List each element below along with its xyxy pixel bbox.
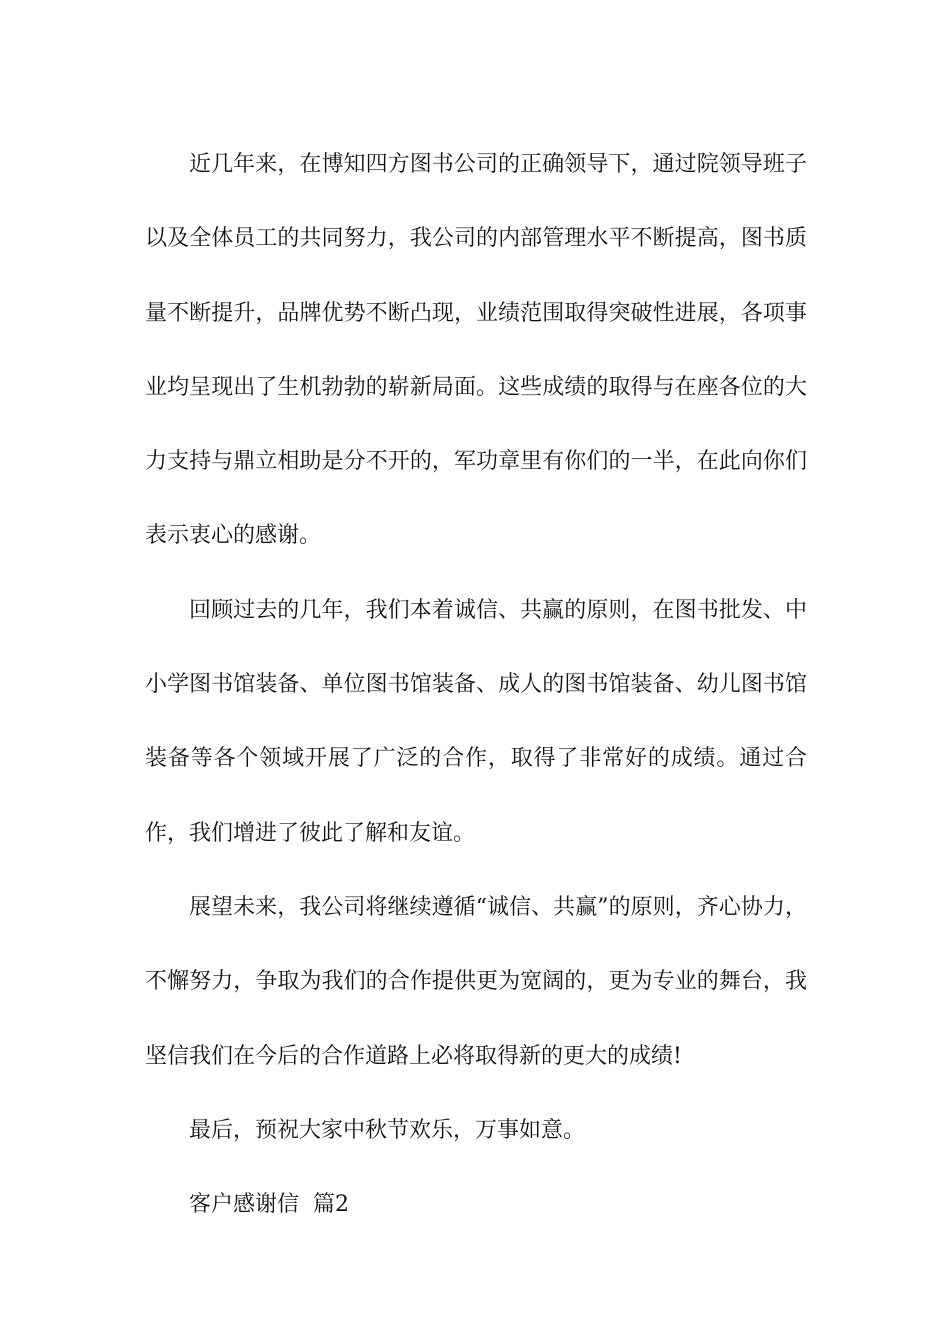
paragraph-review: 回顾过去的几年，我们本着诚信、共赢的原则，在图书批发、中小学图书馆装备、单位图书馆装备、成人的图书馆装备、幼儿图书馆装备等各个领域开展了广泛的合作，取得了非常好的成绩。通过合作，我们增进了彼此了解和友谊。 — [145, 597, 807, 846]
section-heading: 客户感谢信 篇2 — [189, 1192, 349, 1218]
paragraph-outlook: 展望未来，我公司将继续遵循“诚信、共赢”的原则，齐心协力，不懈努力，争取为我们的合作提供更为宽阔的，更为专业的舞台，我坚信我们在今后的合作道路上必将取得新的更大的成绩! — [145, 894, 807, 1069]
paragraph-closing: 最后，预祝大家中秋节欢乐，万事如意。 — [189, 1117, 586, 1143]
letter-body — [145, 128, 807, 1242]
paragraph-intro: 近几年来，在博知四方图书公司的正确领导下，通过院领导班子以及全体员工的共同努力，我公司的内部管理水平不断提高，图书质量不断提升，品牌优势不断凸现，业绩范围取得突破性进展，各项事业均呈现出了生机勃勃的崭新局面。这些成绩的取得与在座各位的大力支持与鼎立相助是分不开的，军功章里有你们的一半，在此向你们表示衷心的感谢。 — [145, 152, 807, 549]
